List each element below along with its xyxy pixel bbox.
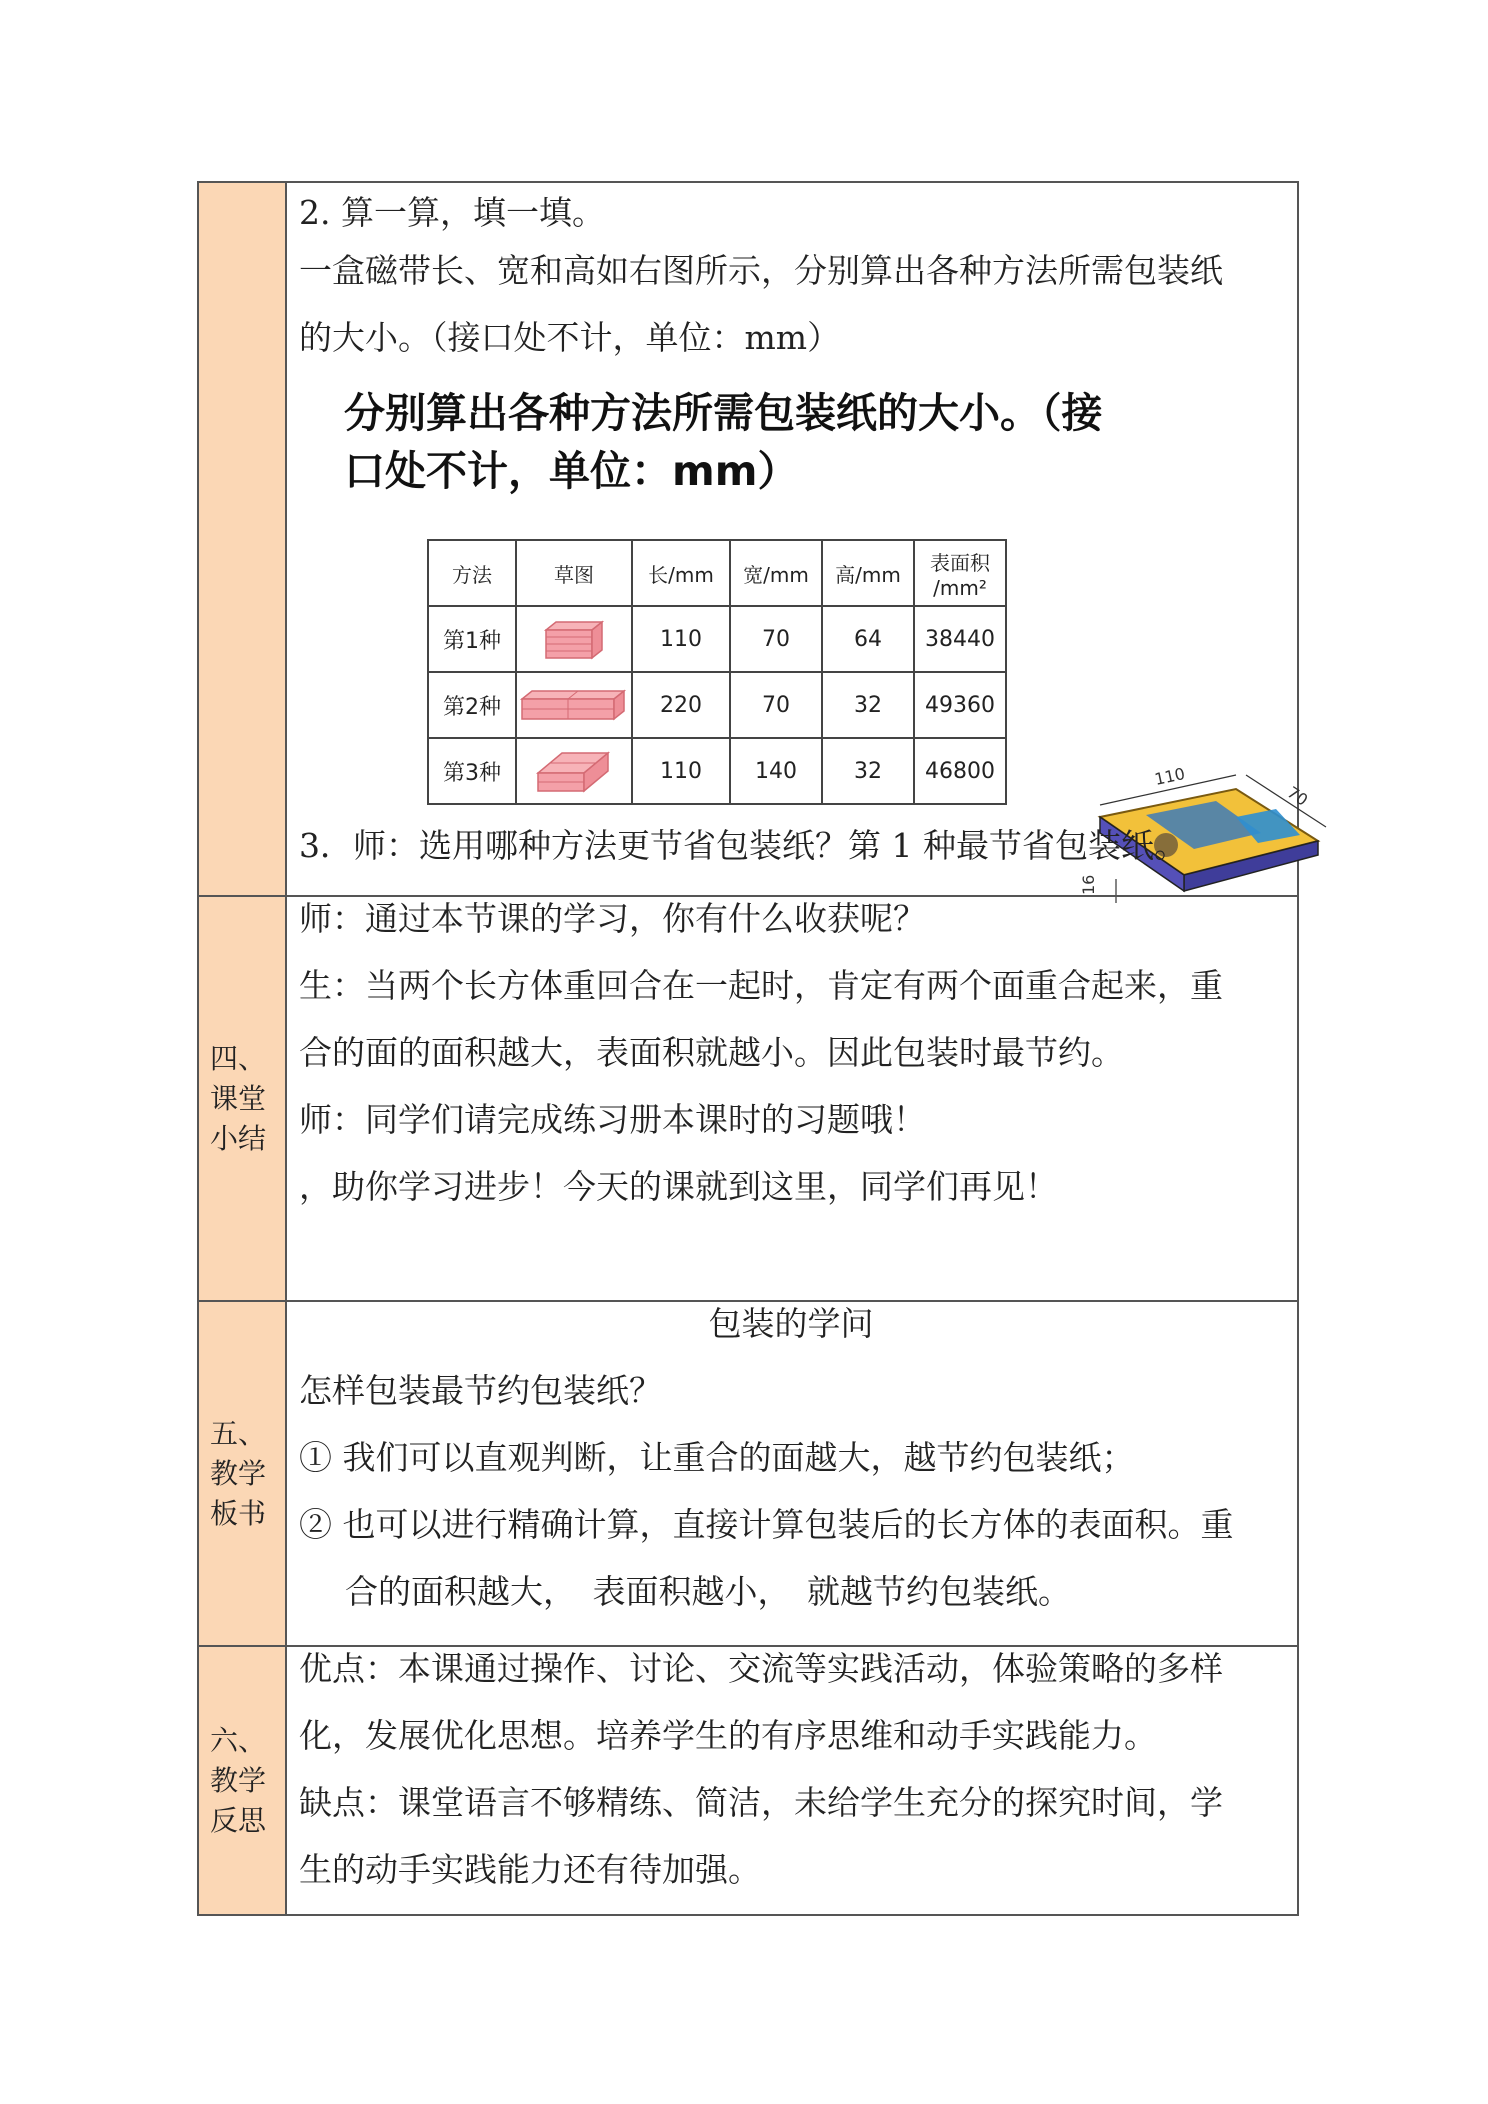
- sketch-cell: [516, 672, 632, 738]
- cell-area: 49360: [914, 672, 1006, 738]
- text-line: 一盒磁带长、宽和高如右图所示，分别算出各种方法所需包装纸: [299, 251, 1223, 290]
- text-line: 合的面的面积越大，表面积就越小。因此包装时最节约。: [299, 1033, 1124, 1072]
- text-line: ，助你学习进步！今天的课就到这里，同学们再见！: [299, 1167, 1058, 1206]
- row-label-cell: [199, 897, 287, 1300]
- board-title: 包装的学问: [708, 1304, 874, 1343]
- lesson-table: [197, 181, 1312, 1916]
- cell-width: 140: [730, 738, 822, 804]
- row-content: [299, 1302, 1283, 1645]
- text-line: 生：当两个长方体重回合在一起时，肯定有两个面重合起来，重: [299, 966, 1223, 1005]
- row-label-cell: [199, 1302, 287, 1645]
- row-label: 四、课堂小结: [210, 1041, 267, 1155]
- text-line: 师：同学们请完成练习册本课时的习题哦！: [299, 1100, 926, 1139]
- cell-width: 70: [730, 672, 822, 738]
- cell-width: 70: [730, 606, 822, 672]
- cassette-box-illustration: [1079, 745, 1342, 905]
- side-by-side-boxes-sketch: [520, 687, 628, 723]
- text-line: 缺点：课堂语言不够精练、简洁，未给学生充分的探究时间，学: [299, 1783, 1223, 1822]
- tape-width-label: 70: [1283, 782, 1312, 810]
- row-summary: [199, 897, 1297, 1300]
- cell-length: 110: [632, 738, 730, 804]
- text-line: 怎样包装最节约包装纸？: [299, 1371, 662, 1410]
- row-label: 六、教学反思: [210, 1723, 267, 1837]
- header-sketch: 草图: [516, 540, 632, 606]
- text-line: 优点：本课通过操作、讨论、交流等实践活动，体验策略的多样: [299, 1649, 1223, 1688]
- cell-height: 32: [822, 738, 914, 804]
- picture-title-line: 分别算出各种方法所需包装纸的大小。（接: [344, 389, 1103, 437]
- row-label: 五、教学板书: [210, 1416, 267, 1530]
- stacked-boxes-sketch: [542, 616, 606, 662]
- table-row: [428, 672, 1006, 738]
- cell-method: 第1种: [428, 606, 516, 672]
- text-line: 师：通过本节课的学习，你有什么收获呢？: [299, 899, 926, 938]
- cell-method: 第3种: [428, 738, 516, 804]
- deep-boxes-sketch: [534, 747, 614, 795]
- text-line: 合的面积越大， 表面积越小， 就越节约包装纸。: [345, 1572, 1071, 1611]
- text-line: 生的动手实践能力还有待加强。: [299, 1850, 761, 1889]
- cell-area: 38440: [914, 606, 1006, 672]
- row-content: [299, 1647, 1283, 1914]
- sketch-cell: [516, 738, 632, 804]
- table-row: [428, 738, 1006, 804]
- header-width: 宽/mm: [730, 540, 822, 606]
- wrapping-table: [427, 539, 1007, 805]
- cell-length: 220: [632, 672, 730, 738]
- cell-height: 32: [822, 672, 914, 738]
- table-row: [428, 606, 1006, 672]
- header-method: 方法: [428, 540, 516, 606]
- text-line: ① 我们可以直观判断，让重合的面越大，越节约包装纸；: [299, 1438, 1135, 1477]
- header-area-label: 表面积: [930, 550, 990, 575]
- cell-length: 110: [632, 606, 730, 672]
- row-content: [299, 183, 1312, 895]
- table-header-row: [428, 540, 1006, 606]
- text-line: 3．师：选用哪种方法更节省包装纸？第 1 种最节省包装纸。: [299, 826, 1187, 865]
- row-label-cell: [199, 183, 287, 895]
- header-length: 长/mm: [632, 540, 730, 606]
- header-height: 高/mm: [822, 540, 914, 606]
- header-area-unit: /mm²: [933, 575, 987, 600]
- row-practice: [199, 183, 1312, 895]
- sketch-cell: [516, 606, 632, 672]
- row-label-cell: [199, 1647, 287, 1914]
- row-board: [199, 1302, 1297, 1645]
- picture-title-line: 口处不计，单位：mm）: [344, 447, 799, 495]
- text-line: 的大小。（接口处不计，单位：mm）: [299, 318, 841, 357]
- cell-area: 46800: [914, 738, 1006, 804]
- text-line: 化，发展优化思想。培养学生的有序思维和动手实践能力。: [299, 1716, 1157, 1755]
- row-content: [299, 897, 1283, 1300]
- tape-length-label: 110: [1152, 763, 1187, 789]
- header-area: [914, 540, 1006, 606]
- cell-height: 64: [822, 606, 914, 672]
- text-line: 2. 算一算，填一填。: [299, 193, 605, 232]
- cell-method: 第2种: [428, 672, 516, 738]
- row-reflection: [199, 1647, 1297, 1914]
- tape-height-label: 16: [1079, 874, 1098, 895]
- text-line: ② 也可以进行精确计算，直接计算包装后的长方体的表面积。重: [299, 1505, 1234, 1544]
